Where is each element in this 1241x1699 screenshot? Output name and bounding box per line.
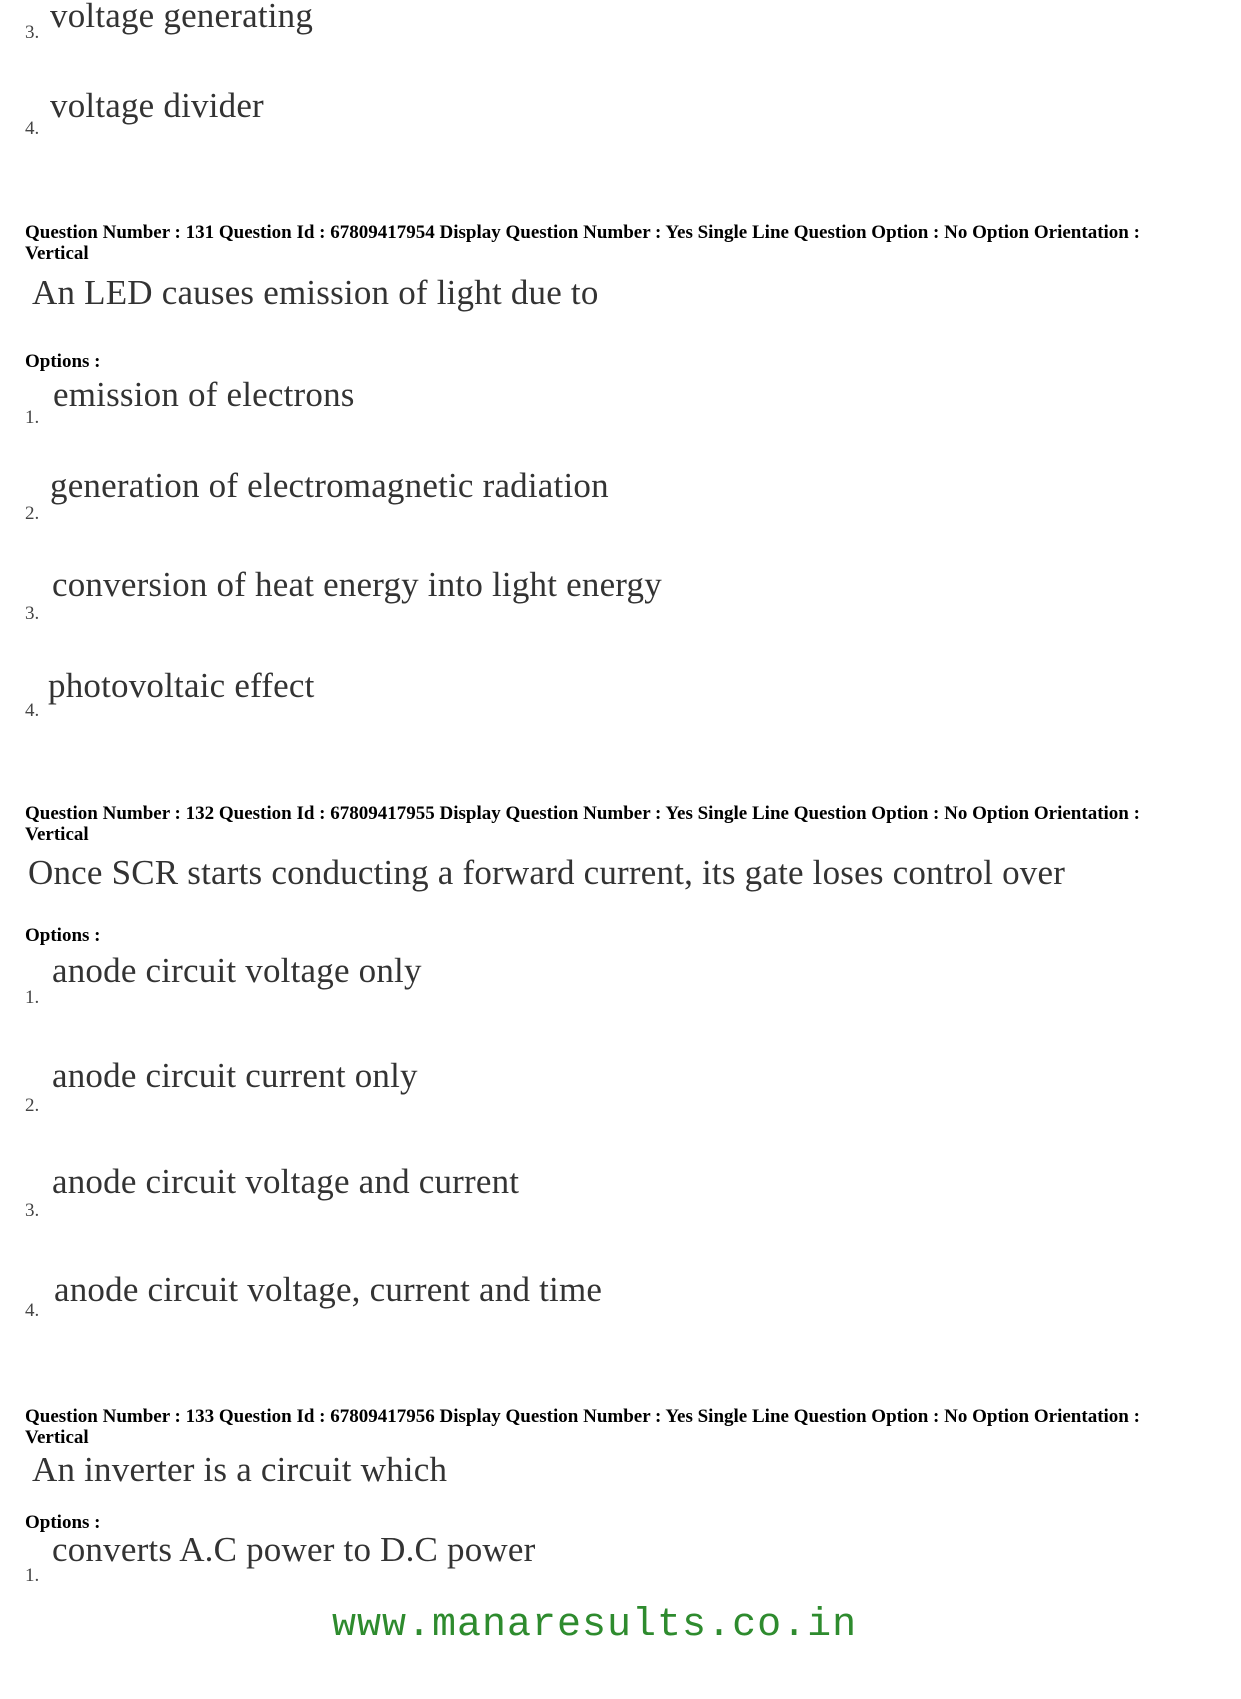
option-text: anode circuit voltage, current and time bbox=[54, 1270, 603, 1309]
option-text: voltage divider bbox=[50, 86, 264, 125]
question-meta: Question Number : 131 Question Id : 67809417954 Display Question Number : Yes Single Line Question Option : No Option Orientation : Vertical bbox=[25, 222, 1140, 264]
option-text: anode circuit voltage and current bbox=[52, 1162, 520, 1201]
options-label: Options : bbox=[25, 1512, 101, 1533]
option-text: generation of electromagnetic radiation bbox=[50, 466, 609, 505]
option-number: 4. bbox=[25, 700, 40, 721]
option-number: 4. bbox=[25, 118, 40, 139]
option-text: anode circuit current only bbox=[52, 1056, 418, 1095]
option-number: 4. bbox=[25, 1300, 40, 1321]
option-text: conversion of heat energy into light energy bbox=[52, 565, 662, 604]
option-text: emission of electrons bbox=[53, 375, 355, 414]
option-number: 1. bbox=[25, 1565, 40, 1586]
footer-watermark: www.manaresults.co.in bbox=[332, 1603, 858, 1648]
option-text: anode circuit voltage only bbox=[52, 951, 422, 990]
question-meta: Question Number : 133 Question Id : 67809417956 Display Question Number : Yes Single Line Question Option : No Option Orientation : Vertical bbox=[25, 1406, 1140, 1448]
question-meta: Question Number : 132 Question Id : 67809417955 Display Question Number : Yes Single Line Question Option : No Option Orientation : Vertical bbox=[25, 803, 1140, 845]
option-text: photovoltaic effect bbox=[48, 666, 315, 705]
question-text: Once SCR starts conducting a forward current, its gate loses control over bbox=[28, 853, 1066, 892]
option-number: 3. bbox=[25, 1200, 40, 1221]
option-number: 2. bbox=[25, 1095, 40, 1116]
option-text: converts A.C power to D.C power bbox=[52, 1530, 536, 1569]
option-text: voltage generating bbox=[50, 0, 314, 35]
option-number: 3. bbox=[25, 603, 40, 624]
option-number: 1. bbox=[25, 987, 40, 1008]
option-number: 3. bbox=[25, 22, 40, 43]
options-label: Options : bbox=[25, 925, 101, 946]
option-number: 1. bbox=[25, 407, 40, 428]
question-text: An LED causes emission of light due to bbox=[32, 273, 599, 312]
options-label: Options : bbox=[25, 351, 101, 372]
option-number: 2. bbox=[25, 503, 40, 524]
question-text: An inverter is a circuit which bbox=[32, 1450, 448, 1489]
